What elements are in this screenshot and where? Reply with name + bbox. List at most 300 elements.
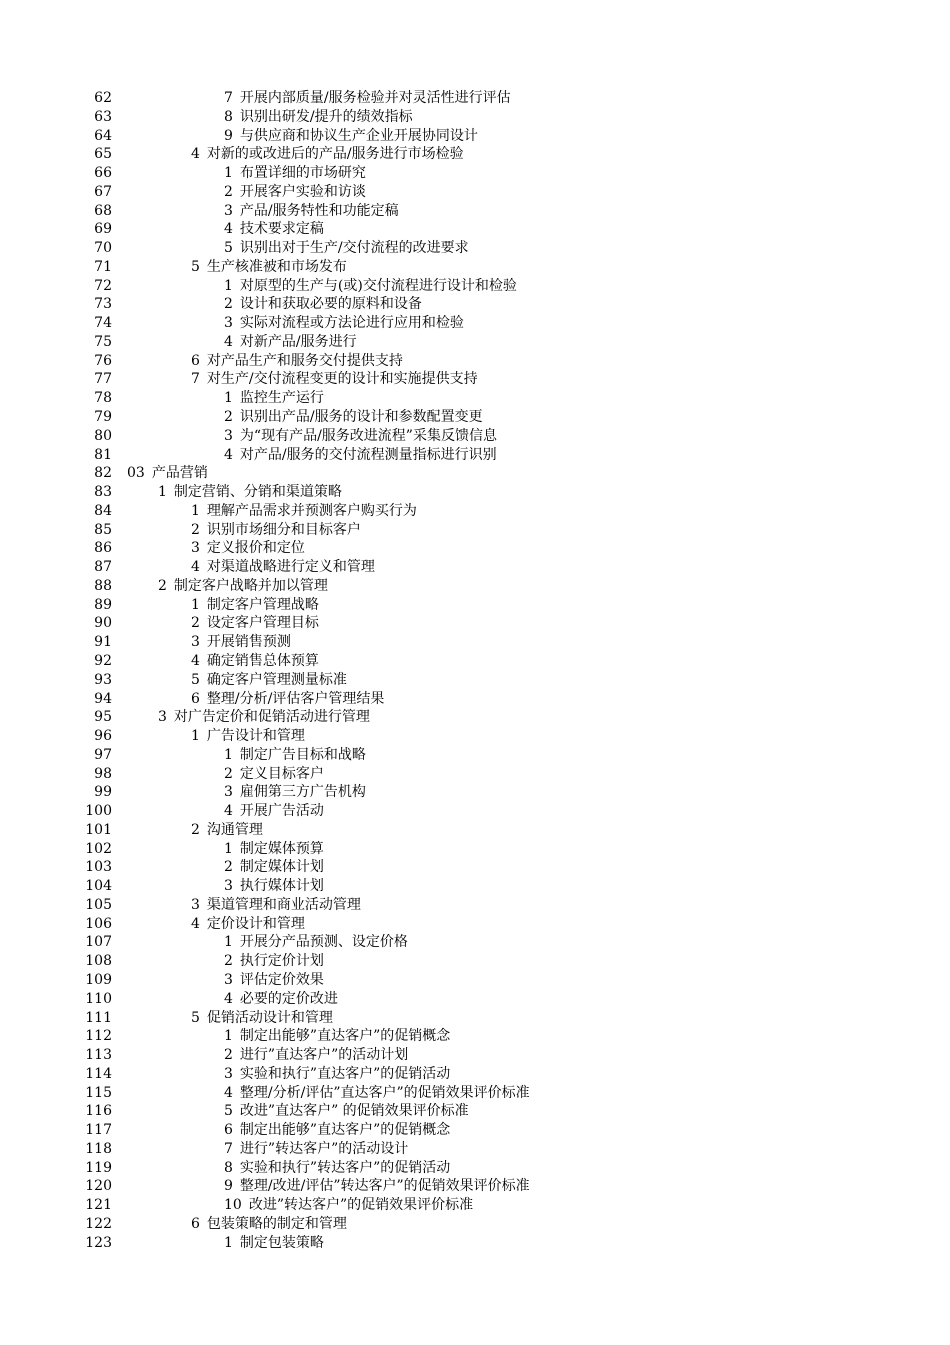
- row-number: 67: [94, 183, 112, 200]
- row-number: 88: [94, 577, 112, 594]
- row-number: 76: [94, 352, 112, 369]
- outline-row: [0, 933, 950, 952]
- outline-row: [0, 633, 950, 652]
- row-number: 117: [85, 1122, 112, 1139]
- item-number: 8: [224, 1159, 233, 1176]
- row-number: 70: [94, 240, 112, 257]
- item-text: 进行”转达客户”的活动设计: [239, 1140, 409, 1157]
- item-number: 4: [224, 1084, 233, 1101]
- row-number: 73: [94, 296, 112, 313]
- item-number: 2: [224, 183, 233, 200]
- row-number: 105: [85, 896, 112, 913]
- outline-item: [224, 108, 413, 127]
- item-number: 2: [158, 577, 167, 594]
- item-text: 开展广告活动: [239, 803, 324, 820]
- outline-item: [224, 314, 464, 333]
- item-text: 定义目标客户: [239, 765, 324, 782]
- item-text: 必要的定价改进: [239, 990, 338, 1007]
- outline-row: [0, 239, 950, 258]
- row-number: 83: [94, 484, 112, 501]
- outline-item: [191, 915, 305, 934]
- item-text: 广告设计和管理: [206, 728, 305, 745]
- item-text: 设定客户管理目标: [206, 615, 319, 632]
- outline-row: [0, 89, 950, 108]
- item-number: 1: [158, 484, 167, 501]
- outline-row: [0, 295, 950, 314]
- item-number: 2: [191, 821, 200, 838]
- outline-row: [0, 1009, 950, 1028]
- item-text: 开展分产品预测、设定价格: [239, 934, 408, 951]
- row-number: 103: [85, 859, 112, 876]
- outline-row: [0, 1196, 950, 1215]
- item-text: 确定客户管理测量标准: [206, 671, 347, 688]
- item-text: 理解产品需求并预测客户购买行为: [206, 502, 417, 519]
- outline-item: [224, 333, 357, 352]
- item-text: 制定出能够”直达客户”的促销概念: [239, 1028, 451, 1045]
- item-number: 9: [224, 1178, 233, 1195]
- row-number: 82: [94, 465, 112, 482]
- outline-item: [224, 877, 324, 896]
- item-text: 执行定价计划: [239, 953, 324, 970]
- item-number: 1: [224, 746, 233, 763]
- outline-item: [224, 164, 366, 183]
- outline-row: [0, 145, 950, 164]
- outline-row: [0, 971, 950, 990]
- item-text: 对新的或改进后的产品/服务进行市场检验: [206, 146, 464, 163]
- item-text: 制定客户战略并加以管理: [173, 577, 328, 594]
- outline-row: [0, 614, 950, 633]
- row-number: 101: [85, 821, 112, 838]
- item-number: 1: [224, 165, 233, 182]
- outline-row: [0, 502, 950, 521]
- item-text: 制定营销、分销和渠道策略: [173, 484, 342, 501]
- outline-row: [0, 258, 950, 277]
- outline-item: [158, 708, 370, 727]
- item-text: 制定媒体预算: [239, 840, 324, 857]
- outline-item: [191, 896, 361, 915]
- item-number: 3: [224, 784, 233, 801]
- outline-item: [224, 127, 478, 146]
- item-text: 产品/服务特性和功能定稿: [239, 202, 399, 219]
- row-number: 107: [85, 934, 112, 951]
- item-number: 6: [191, 1215, 200, 1232]
- row-number: 75: [94, 333, 112, 350]
- outline-item: [224, 1065, 450, 1084]
- outline-item: [224, 1234, 324, 1253]
- row-number: 95: [94, 709, 112, 726]
- item-text: 渠道管理和商业活动管理: [206, 896, 361, 913]
- outline-row: [0, 370, 950, 389]
- outline-item: [224, 1159, 450, 1178]
- outline-item: [191, 1215, 347, 1234]
- row-number: 86: [94, 540, 112, 557]
- outline-row: [0, 314, 950, 333]
- item-number: 4: [224, 990, 233, 1007]
- outline-row: [0, 596, 950, 615]
- outline-row: [0, 990, 950, 1009]
- item-text: 执行媒体计划: [239, 878, 324, 895]
- outline-item: [224, 183, 366, 202]
- outline-item: [191, 614, 319, 633]
- item-text: 实际对流程或方法论进行应用和检验: [239, 315, 464, 332]
- outline-row: [0, 220, 950, 239]
- outline-row: [0, 1065, 950, 1084]
- item-text: 进行”直达客户”的活动计划: [239, 1047, 409, 1064]
- outline-row: [0, 821, 950, 840]
- item-text: 监控生产运行: [239, 390, 324, 407]
- row-number: 108: [85, 953, 112, 970]
- outline-item: [191, 652, 319, 671]
- outline-item: [224, 840, 324, 859]
- outline-item: [191, 1009, 333, 1028]
- row-number: 121: [85, 1197, 112, 1214]
- item-text: 制定客户管理战略: [206, 596, 319, 613]
- item-number: 1: [224, 277, 233, 294]
- outline-item: [191, 821, 263, 840]
- item-number: 1: [224, 1028, 233, 1045]
- item-number: 10: [224, 1197, 242, 1214]
- row-number: 116: [85, 1103, 112, 1120]
- item-number: 7: [224, 1140, 233, 1157]
- outline-row: [0, 558, 950, 577]
- outline-item: [224, 990, 338, 1009]
- outline-row: [0, 127, 950, 146]
- row-number: 84: [94, 502, 112, 519]
- item-number: 3: [191, 634, 200, 651]
- outline-row: [0, 464, 950, 483]
- item-text: 制定广告目标和战略: [239, 746, 366, 763]
- outline-item: [224, 446, 497, 465]
- outline-row: [0, 1102, 950, 1121]
- row-number: 111: [85, 1009, 112, 1026]
- outline-item: [191, 633, 291, 652]
- item-text: 对生产/交付流程变更的设计和实施提供支持: [206, 371, 478, 388]
- item-number: 2: [191, 521, 200, 538]
- item-number: 5: [224, 1103, 233, 1120]
- item-number: 8: [224, 108, 233, 125]
- row-number: 112: [85, 1028, 112, 1045]
- item-text: 确定销售总体预算: [206, 652, 319, 669]
- item-number: 3: [224, 427, 233, 444]
- row-number: 63: [94, 108, 112, 125]
- row-number: 119: [85, 1159, 112, 1176]
- item-text: 产品营销: [151, 465, 208, 482]
- row-number: 62: [94, 90, 112, 106]
- item-text: 识别出研发/提升的绩效指标: [239, 108, 413, 125]
- item-text: 包装策略的制定和管理: [206, 1215, 347, 1232]
- row-number: 120: [85, 1178, 112, 1195]
- outline-item: [224, 1102, 469, 1121]
- outline-item: [224, 202, 399, 221]
- outline-item: [191, 596, 319, 615]
- item-number: 5: [191, 671, 200, 688]
- outline-row: [0, 1084, 950, 1103]
- item-number: 4: [191, 559, 200, 576]
- item-text: 实验和执行”转达客户”的促销活动: [239, 1159, 451, 1176]
- row-number: 68: [94, 202, 112, 219]
- item-text: 整理/分析/评估”直达客户”的促销效果评价标准: [239, 1084, 530, 1101]
- outline-row: [0, 1140, 950, 1159]
- item-text: 沟通管理: [206, 821, 263, 838]
- row-number: 122: [85, 1215, 112, 1232]
- item-text: 开展客户实验和访谈: [239, 183, 366, 200]
- outline-row: [0, 840, 950, 859]
- item-text: 整理/分析/评估客户管理结果: [206, 690, 385, 707]
- outline-item: [191, 258, 347, 277]
- row-number: 94: [94, 690, 112, 707]
- outline-row: [0, 539, 950, 558]
- outline-row: [0, 202, 950, 221]
- item-text: 制定媒体计划: [239, 859, 324, 876]
- item-text: 实验和执行”直达客户”的促销活动: [239, 1065, 451, 1082]
- outline-item: [191, 671, 347, 690]
- row-number: 74: [94, 315, 112, 332]
- item-text: 为“现有产品/服务改进流程”采集反馈信息: [239, 427, 497, 444]
- row-number: 109: [85, 971, 112, 988]
- outline-row: [0, 446, 950, 465]
- item-number: 2: [224, 859, 233, 876]
- item-number: 7: [191, 371, 200, 388]
- item-number: 1: [224, 390, 233, 407]
- item-text: 识别出对于生产/交付流程的改进要求: [239, 240, 469, 257]
- outline-item: [224, 971, 324, 990]
- item-number: 6: [191, 690, 200, 707]
- outline-item: [224, 783, 366, 802]
- item-text: 识别市场细分和目标客户: [206, 521, 361, 538]
- row-number: 80: [94, 427, 112, 444]
- item-number: 1: [191, 502, 200, 519]
- row-number: 104: [85, 878, 112, 895]
- row-number: 65: [94, 146, 112, 163]
- outline-item: [224, 952, 324, 971]
- item-number: 6: [191, 352, 200, 369]
- row-number: 115: [85, 1084, 112, 1101]
- outline-row: [0, 671, 950, 690]
- item-text: 定义报价和定位: [206, 540, 305, 557]
- item-number: 4: [224, 333, 233, 350]
- item-text: 改进”转达客户”的促销效果评价标准: [248, 1197, 474, 1214]
- outline-row: [0, 333, 950, 352]
- outline-item: [224, 295, 422, 314]
- row-number: 93: [94, 671, 112, 688]
- item-text: 制定包装策略: [239, 1234, 324, 1251]
- outline-item: [158, 483, 342, 502]
- row-number: 100: [85, 803, 112, 820]
- item-number: 4: [191, 915, 200, 932]
- item-number: 5: [191, 1009, 200, 1026]
- item-number: 4: [191, 146, 200, 163]
- outline-row: [0, 1121, 950, 1140]
- outline-item: [224, 1177, 530, 1196]
- row-number: 96: [94, 728, 112, 745]
- row-number: 97: [94, 746, 112, 763]
- item-number: 03: [127, 465, 145, 482]
- item-number: 4: [224, 221, 233, 238]
- item-number: 4: [224, 446, 233, 463]
- item-number: 2: [224, 765, 233, 782]
- row-number: 71: [94, 258, 112, 275]
- outline-item: [224, 220, 324, 239]
- item-text: 设计和获取必要的原料和设备: [239, 296, 422, 313]
- outline-row: [0, 690, 950, 709]
- row-number: 106: [85, 915, 112, 932]
- row-number: 79: [94, 409, 112, 426]
- outline-row: [0, 164, 950, 183]
- outline-item: [191, 502, 417, 521]
- outline-row: [0, 746, 950, 765]
- row-number: 72: [94, 277, 112, 294]
- outline-row: [0, 1046, 950, 1065]
- outline-item: [191, 145, 464, 164]
- outline-row: [0, 802, 950, 821]
- outline-row: [0, 389, 950, 408]
- outline-item: [127, 464, 208, 483]
- outline-row: [0, 483, 950, 502]
- item-number: 3: [191, 896, 200, 913]
- item-text: 识别出产品/服务的设计和参数配置变更: [239, 409, 483, 426]
- outline-item: [224, 389, 324, 408]
- item-number: 3: [224, 971, 233, 988]
- outline-item: [224, 858, 324, 877]
- row-number: 118: [85, 1140, 112, 1157]
- outline-row: [0, 952, 950, 971]
- outline-item: [191, 370, 478, 389]
- outline-item: [224, 1121, 450, 1140]
- item-number: 2: [224, 296, 233, 313]
- outline-item: [224, 89, 511, 108]
- row-number: 85: [94, 521, 112, 538]
- outline-item: [224, 746, 366, 765]
- item-text: 对新产品/服务进行: [239, 333, 357, 350]
- outline-row: [0, 765, 950, 784]
- outline-row: [0, 352, 950, 371]
- outline-item: [224, 239, 469, 258]
- outline-row: [0, 1027, 950, 1046]
- outline-row: [0, 108, 950, 127]
- outline-item: [224, 1196, 473, 1215]
- outline-row: [0, 277, 950, 296]
- item-number: 5: [224, 240, 233, 257]
- row-number: 78: [94, 390, 112, 407]
- item-number: 7: [224, 90, 233, 106]
- row-number: 77: [94, 371, 112, 388]
- item-number: 1: [224, 840, 233, 857]
- item-number: 3: [224, 315, 233, 332]
- item-number: 1: [191, 728, 200, 745]
- outline-item: [224, 408, 483, 427]
- outline-item: [224, 277, 517, 296]
- row-number: 64: [94, 127, 112, 144]
- row-number: 99: [94, 784, 112, 801]
- outline-row: [0, 727, 950, 746]
- outline-row: [0, 783, 950, 802]
- row-number: 91: [94, 634, 112, 651]
- outline-row: [0, 896, 950, 915]
- item-number: 2: [224, 953, 233, 970]
- item-text: 生产核准被和市场发布: [206, 258, 347, 275]
- outline-row: [0, 183, 950, 202]
- row-number: 87: [94, 559, 112, 576]
- outline-item: [224, 802, 324, 821]
- outline-item: [191, 539, 305, 558]
- item-number: 4: [191, 652, 200, 669]
- item-text: 开展内部质量/服务检验并对灵活性进行评估: [239, 90, 511, 106]
- outline-row: [0, 858, 950, 877]
- item-number: 1: [224, 934, 233, 951]
- item-text: 对渠道战略进行定义和管理: [206, 559, 375, 576]
- row-number: 123: [85, 1234, 112, 1251]
- item-text: 技术要求定稿: [239, 221, 324, 238]
- item-text: 与供应商和协议生产企业开展协同设计: [239, 127, 478, 144]
- outline-row: [0, 652, 950, 671]
- item-text: 对产品/服务的交付流程测量指标进行识别: [239, 446, 497, 463]
- row-number: 66: [94, 165, 112, 182]
- outline-row: [0, 427, 950, 446]
- item-text: 整理/改进/评估”转达客户”的促销效果评价标准: [239, 1178, 530, 1195]
- outline-row: [0, 408, 950, 427]
- row-number: 113: [85, 1047, 112, 1064]
- item-number: 2: [191, 615, 200, 632]
- item-text: 对原型的生产与(或)交付流程进行设计和检验: [239, 277, 517, 294]
- outline-item: [224, 1084, 530, 1103]
- row-number: 114: [85, 1065, 112, 1082]
- outline-item: [191, 558, 375, 577]
- item-text: 布置详细的市场研究: [239, 165, 366, 182]
- outline-row: [0, 577, 950, 596]
- row-number: 90: [94, 615, 112, 632]
- item-number: 3: [224, 202, 233, 219]
- outline-item: [224, 1027, 450, 1046]
- outline-row: [0, 708, 950, 727]
- row-number: 110: [85, 990, 112, 1007]
- outline-item: [191, 521, 361, 540]
- item-number: 6: [224, 1122, 233, 1139]
- outline-item: [224, 933, 408, 952]
- item-text: 制定出能够”直达客户”的促销概念: [239, 1122, 451, 1139]
- row-number: 98: [94, 765, 112, 782]
- outline-row: [0, 521, 950, 540]
- outline-row: [0, 1234, 950, 1253]
- outline-item: [191, 727, 305, 746]
- outline-row: [0, 1159, 950, 1178]
- outline-item: [224, 765, 324, 784]
- outline-item: [224, 427, 497, 446]
- row-number: 92: [94, 652, 112, 669]
- item-text: 改进”直达客户” 的促销效果评价标准: [239, 1103, 469, 1120]
- outline-item: [224, 1140, 408, 1159]
- outline-sheet: [0, 89, 950, 1252]
- item-number: 2: [224, 409, 233, 426]
- row-number: 102: [85, 840, 112, 857]
- item-number: 3: [158, 709, 167, 726]
- outline-item: [191, 690, 384, 709]
- item-number: 4: [224, 803, 233, 820]
- item-text: 对产品生产和服务交付提供支持: [206, 352, 403, 369]
- item-number: 1: [224, 1234, 233, 1251]
- item-number: 3: [191, 540, 200, 557]
- row-number: 69: [94, 221, 112, 238]
- item-number: 9: [224, 127, 233, 144]
- item-text: 促销活动设计和管理: [206, 1009, 333, 1026]
- item-text: 雇佣第三方广告机构: [239, 784, 366, 801]
- outline-row: [0, 1177, 950, 1196]
- item-text: 对广告定价和促销活动进行管理: [173, 709, 370, 726]
- outline-item: [224, 1046, 408, 1065]
- outline-row: [0, 915, 950, 934]
- item-number: 2: [224, 1047, 233, 1064]
- row-number: 81: [94, 446, 112, 463]
- item-text: 定价设计和管理: [206, 915, 305, 932]
